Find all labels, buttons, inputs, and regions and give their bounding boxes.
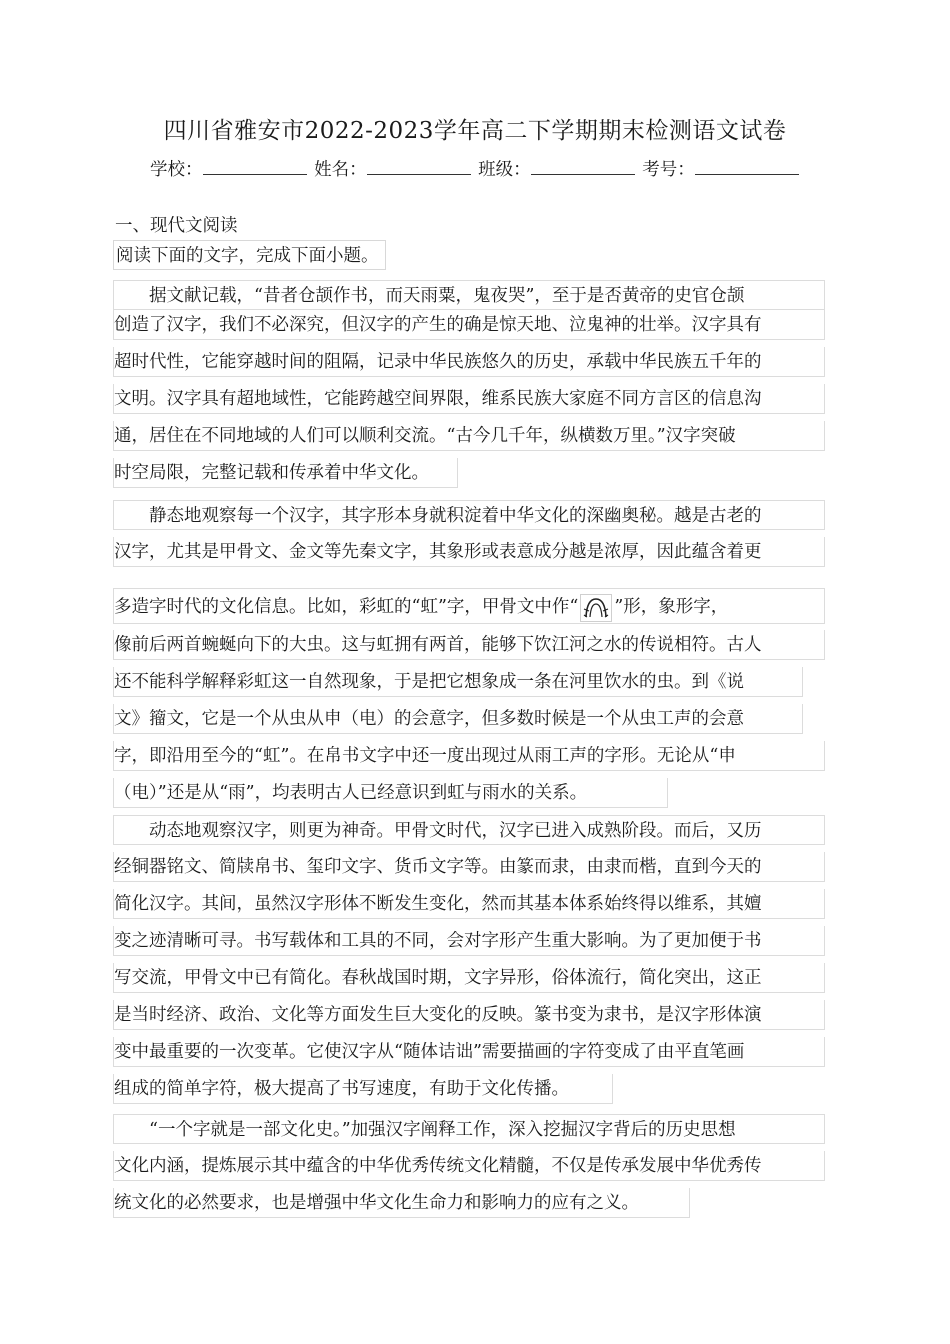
p4-line: 文化内涵，提炼展示其中蕴含的中华优秀传统文化精髓，不仅是传承发展中华优秀传 <box>113 1151 825 1181</box>
p2-line: 像前后两首蜿蜒向下的大虫。这与虹拥有两首，能够下饮江河之水的传说相符。古人 <box>113 630 825 660</box>
p1-line: 超时代性，它能穿越时间的阻隔，记录中华民族悠久的历史，承载中华民族五千年的 <box>113 347 825 377</box>
p2-line3-before: 多造字时代的文化信息。比如，彩虹的“虹”字，甲骨文中作“ <box>114 597 579 617</box>
section-heading: 一、现代文阅读 <box>115 216 238 236</box>
p3-line: 组成的简单字符，极大提高了书写速度，有助于文化传播。 <box>113 1074 613 1104</box>
p3-line: 简化汉字。其间，虽然汉字形体不断发生变化，然而其基本体系始终得以维系，其嬗 <box>113 889 825 919</box>
class-label: 班级： <box>478 160 531 180</box>
class-blank[interactable] <box>531 158 635 175</box>
p3-line: 写交流，甲骨文中已有简化。春秋战国时期，文字异形，俗体流行，简化突出，这正 <box>113 963 825 993</box>
oracle-bone-hong-glyph-icon <box>580 594 612 622</box>
p1-line: 创造了汉字，我们不必深究，但汉字的产生的确是惊天地、泣鬼神的壮举。汉字具有 <box>113 310 825 340</box>
p1-line: 文明。汉字具有超地域性，它能跨越空间界限，维系民族大家庭不同方言区的信息沟 <box>113 384 825 414</box>
p3-line: 变中最重要的一次变革。它使汉字从“随体诘诎”需要描画的字符变成了由平直笔画 <box>113 1037 825 1067</box>
p3-line: 经铜器铭文、简牍帛书、玺印文字、货币文字等。由篆而隶，由隶而楷，直到今天的 <box>113 852 825 882</box>
p4-line: 统文化的必然要求，也是增强中华文化生命力和影响力的应有之义。 <box>113 1188 690 1218</box>
p3-line: 动态地观察汉字，则更为神奇。甲骨文时代，汉字已进入成熟阶段。而后，又历 <box>113 815 825 845</box>
exam-no-blank[interactable] <box>695 158 799 175</box>
p3-line: 变之迹清晰可寻。书写载体和工具的不同，会对字形产生重大影响。为了更加便于书 <box>113 926 825 956</box>
p3-line: 是当时经济、政治、文化等方面发生巨大变化的反映。篆书变为隶书，是汉字形体演 <box>113 1000 825 1030</box>
school-blank[interactable] <box>203 158 307 175</box>
p2-line: 文》籀文，它是一个从虫从申（电）的会意字，但多数时候是一个从虫工声的会意 <box>113 704 803 734</box>
school-label: 学校： <box>150 160 203 180</box>
p2-line: 字，即沿用至今的“虹”。在帛书文字中还一度出现过从雨工声的字形。无论从“申 <box>113 741 825 771</box>
p1-line: 时空局限，完整记载和传承着中华文化。 <box>113 458 458 488</box>
p2-line-with-glyph <box>113 588 825 624</box>
p2-line: 静态地观察每一个汉字，其字形本身就积淀着中华文化的深幽奥秘。越是古老的 <box>113 500 825 530</box>
p4-line: “一个字就是一部文化史。”加强汉字阐释工作，深入挖掘汉字背后的历史思想 <box>113 1114 825 1144</box>
p1-line: 据文献记载，“昔者仓颉作书，而天雨粟，鬼夜哭”，至于是否黄帝的史官仓颉 <box>113 280 825 310</box>
student-info <box>150 156 801 181</box>
page-title: 四川省雅安市2022-2023学年高二下学期期末检测语文试卷 <box>163 118 787 144</box>
name-blank[interactable] <box>367 158 471 175</box>
p2-line: 汉字，尤其是甲骨文、金文等先秦文字，其象形或表意成分越是浓厚，因此蕴含着更 <box>113 537 825 567</box>
p2-line: （电）”还是从“雨”，均表明古人已经意识到虹与雨水的关系。 <box>113 778 668 808</box>
p1-line: 通，居住在不同地域的人们可以顺利交流。“古今几千年，纵横数万里。”汉字突破 <box>113 421 825 451</box>
p2-line: 还不能科学解释彩虹这一自然现象，于是把它想象成一条在河里饮水的虫。到《说 <box>113 667 803 697</box>
instruction: 阅读下面的文字，完成下面小题。 <box>113 240 386 270</box>
name-label: 姓名： <box>314 160 367 180</box>
exam-no-label: 考号： <box>642 160 695 180</box>
p2-line3-after: ”形，象形字， <box>614 597 729 617</box>
